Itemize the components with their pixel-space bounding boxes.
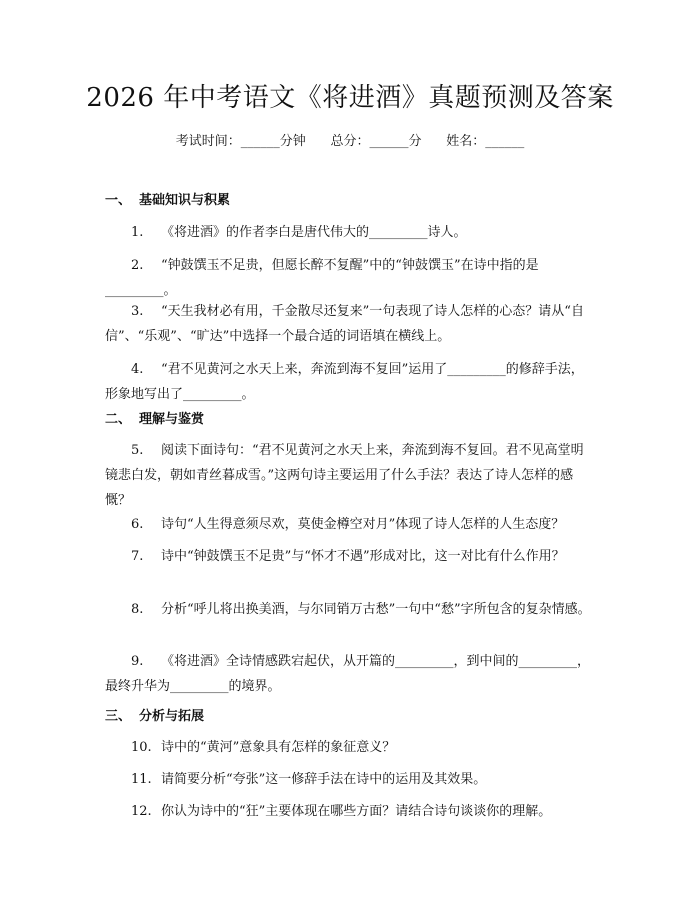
exam-info-line: 考试时间：______分钟 总分：______分 姓名：______	[175, 134, 525, 149]
question-text: “君不见黄河之水天上来，奔流到海不复回”运用了_________的修辞手法，形象地写出了_________。	[105, 362, 584, 402]
question-number: 10.	[131, 740, 152, 755]
section-heading-3	[105, 708, 204, 726]
question-8	[105, 597, 595, 622]
question-number: 5.	[131, 443, 144, 458]
question-text: 阅读下面诗句：“君不见黄河之水天上来，奔流到海不复回。君不见高堂明镜悲白发，朝如青丝暮成雪。”这两句诗主要运用了什么手法？表达了诗人怎样的感慨？	[105, 443, 584, 508]
question-text: “天生我材必有用，千金散尽还复来”一句表现了诗人怎样的心态？请从“自信”、“乐观”、“旷达”中选择一个最合适的词语填在横线上。	[105, 304, 584, 344]
question-number: 8.	[131, 602, 144, 617]
question-2	[105, 253, 595, 303]
section-heading-1	[105, 192, 230, 210]
question-12	[105, 799, 595, 824]
section-heading-2	[105, 411, 204, 429]
section-number: 三、	[105, 709, 132, 724]
question-text: 诗中的“黄河”意象具有怎样的象征意义？	[161, 740, 396, 755]
question-4	[105, 357, 595, 407]
question-text: 《将进酒》全诗情感跌宕起伏，从开篇的_________，到中间的_________，最终升华为_________的境界。	[105, 654, 591, 694]
question-text: 你认为诗中的“狂”主要体现在哪些方面？请结合诗句谈谈你的理解。	[161, 804, 552, 819]
question-number: 2.	[131, 258, 144, 273]
question-number: 12.	[131, 804, 152, 819]
question-5	[105, 438, 595, 513]
question-text: 分析“呼儿将出换美酒，与尔同销万古愁”一句中“愁”字所包含的复杂情感。	[161, 602, 591, 617]
question-number: 4.	[131, 362, 144, 377]
question-number: 11.	[131, 772, 152, 787]
question-10	[105, 735, 595, 760]
section-title: 分析与拓展	[139, 709, 205, 724]
question-text: 诗句“人生得意须尽欢，莫使金樽空对月”体现了诗人怎样的人生态度？	[161, 517, 565, 532]
question-text: 《将进酒》的作者李白是唐代伟大的_________诗人。	[161, 225, 467, 240]
question-number: 3.	[131, 304, 144, 319]
page-title: 2026 年中考语文《将进酒》真题预测及答案	[86, 83, 614, 113]
section-title: 理解与鉴赏	[139, 412, 205, 427]
question-text: 诗中“钟鼓馔玉不足贵”与“怀才不遇”形成对比，这一对比有什么作用？	[161, 549, 565, 564]
question-9	[105, 649, 595, 699]
question-1	[105, 220, 595, 245]
question-text: 请简要分析“夸张”这一修辞手法在诗中的运用及其效果。	[161, 772, 487, 787]
question-number: 7.	[131, 549, 144, 564]
question-7	[105, 544, 595, 569]
question-3	[105, 299, 595, 349]
question-number: 1.	[131, 225, 144, 240]
question-11	[105, 767, 595, 792]
question-number: 6.	[131, 517, 144, 532]
question-text: “钟鼓馔玉不足贵，但愿长醉不复醒”中的“钟鼓馔玉”在诗中指的是_________。	[105, 258, 539, 298]
question-6	[105, 512, 595, 537]
question-number: 9.	[131, 654, 144, 669]
section-title: 基础知识与积累	[139, 193, 231, 208]
section-number: 二、	[105, 412, 132, 427]
section-number: 一、	[105, 193, 132, 208]
